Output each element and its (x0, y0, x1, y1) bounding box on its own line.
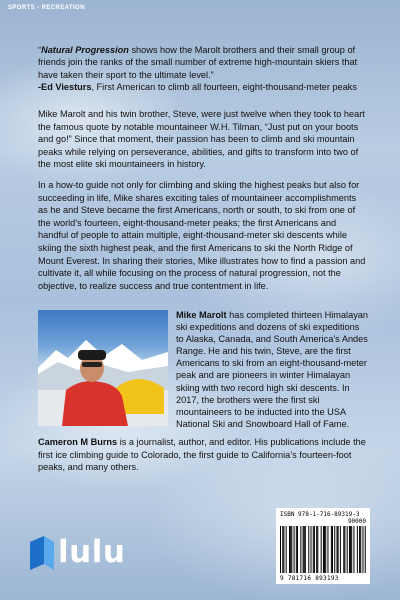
barcode-bar (304, 526, 305, 573)
author-name: Mike Marolt (176, 310, 227, 320)
quote-book-title: Natural Progression (41, 45, 129, 55)
lulu-logo-icon (28, 536, 56, 572)
barcode-bar (283, 526, 284, 573)
barcode-bar (340, 526, 341, 573)
barcode-bar (311, 526, 312, 573)
lulu-logo-text: lulu (58, 534, 126, 570)
sunglasses (82, 362, 102, 367)
barcode-bar (289, 526, 290, 573)
barcode-bar (290, 526, 291, 573)
description-paragraph-2: In a how-to guide not only for climbing and skiing the highest peaks but also for succeeding in life, Mike shares exciting tales of mountaineer accomplishments as he and Steve became the first Americans, north or south, to ski from one of the world’s fourteen, eight-thousand-meter peaks; the first Americans and handful of people to attain multiple, eight-thousand-meter ski descents while skiing the sixth highest peak, and the first Americans to ski the North Ridge of Mount Everest. In sharing their stories, Mike illustrates how to find a passion and cultivate it, all while focusing on the process of natural progression, not the objective, to realize success and true contentment in life. (38, 180, 366, 291)
barcode-bar (305, 526, 306, 573)
endorsement-quote (38, 44, 368, 94)
isbn-number: ISBN 978-1-716-89319-3 (280, 511, 360, 518)
barcode-bar (296, 526, 297, 573)
barcode-bar (347, 526, 348, 573)
barcode-bar (286, 526, 287, 573)
author-photo-illustration (38, 310, 168, 426)
barcode-bar (331, 526, 332, 573)
barcode-bar (359, 526, 360, 573)
barcode-bar (357, 526, 358, 573)
quote-text: shows how the Marolt brothers and their small group of friends join the ranks of the small number of extreme high-mountain skiers that have taken their sport to the ultimate level.” (38, 45, 358, 80)
barcode-bar (343, 526, 344, 573)
quote-open-mark: “ (38, 45, 42, 55)
barcode-bars (276, 508, 370, 584)
author-photo (38, 310, 168, 426)
price-code: 90000 (347, 518, 366, 525)
ean-digits: 9 781716 893193 (280, 575, 339, 582)
barcode-bar (314, 526, 315, 573)
barcode-bar (332, 526, 333, 573)
barcode-bar (327, 526, 328, 573)
barcode-bar (323, 526, 324, 573)
barcode-bar (303, 526, 304, 573)
coauthor-name: Cameron M Burns (38, 437, 118, 447)
barcode-bar (280, 526, 281, 573)
barcode-bar (316, 526, 317, 573)
barcode-bar (300, 526, 301, 573)
barcode-bar (325, 526, 326, 573)
quote-attribution (38, 81, 368, 93)
barcode-bar (321, 526, 322, 573)
barcode-bar (324, 526, 325, 573)
barcode-bar (349, 526, 350, 573)
barcode-bar (353, 526, 354, 573)
barcode-bar (334, 526, 335, 573)
barcode-bar (350, 526, 351, 573)
isbn-barcode (276, 508, 370, 584)
author-cap (78, 350, 106, 360)
barcode-bar (360, 526, 361, 573)
barcode-bar (308, 526, 309, 573)
quote-attribution-name: -Ed Viesturs (38, 82, 92, 93)
coauthor-bio (38, 436, 368, 474)
barcode-bar (291, 526, 292, 573)
description-paragraph-1: Mike Marolt and his twin brother, Steve, were just twelve when they took to heart the famous quote by notable mountaineer W.H. Tilman, “Just put on your boots and go!” Since that moment, their passion has been to climb and ski mountain peaks while relying on perseverance, abilities, and gifts to transform into two of the most elite ski mountaineers in history. (38, 109, 365, 170)
barcode-bar (313, 526, 314, 573)
barcode-bar (351, 526, 352, 573)
barcode-bar (344, 526, 345, 573)
barcode-bar (282, 526, 283, 573)
category-label: SPORTS - RECREATION (8, 5, 85, 11)
barcode-bar (294, 526, 295, 573)
author-bio (176, 309, 368, 430)
barcode-bar (317, 526, 318, 573)
barcode-bar (365, 526, 366, 573)
barcode-bar (297, 526, 298, 573)
coauthor-bio-text: is a journalist, author, and editor. His publications include the first ice climbing guide to Colorado, the first guide to California’s fourteen-foot peaks, and many others. (38, 437, 366, 473)
barcode-bar (362, 526, 363, 573)
barcode-bar (337, 526, 338, 573)
quote-attribution-role: , First American to climb all fourteen, eight-thousand-meter peaks (91, 82, 357, 93)
barcode-bar (338, 526, 339, 573)
author-bio-text: has completed thirteen Himalayan ski expeditions and dozens of ski expeditions to Alaska, Canada, and South America’s Andes Range. He and his twin, Steve, are the first Americans to ski from an eight-thousand-meter peak and are pioneers in winter Himalayan skiing with two record high ski descents. In 2017, the brothers were the first ski mountaineers to be inducted into the USA National Ski and Snowboard Hall of Fame. (176, 310, 369, 429)
lulu-logo (28, 534, 158, 574)
